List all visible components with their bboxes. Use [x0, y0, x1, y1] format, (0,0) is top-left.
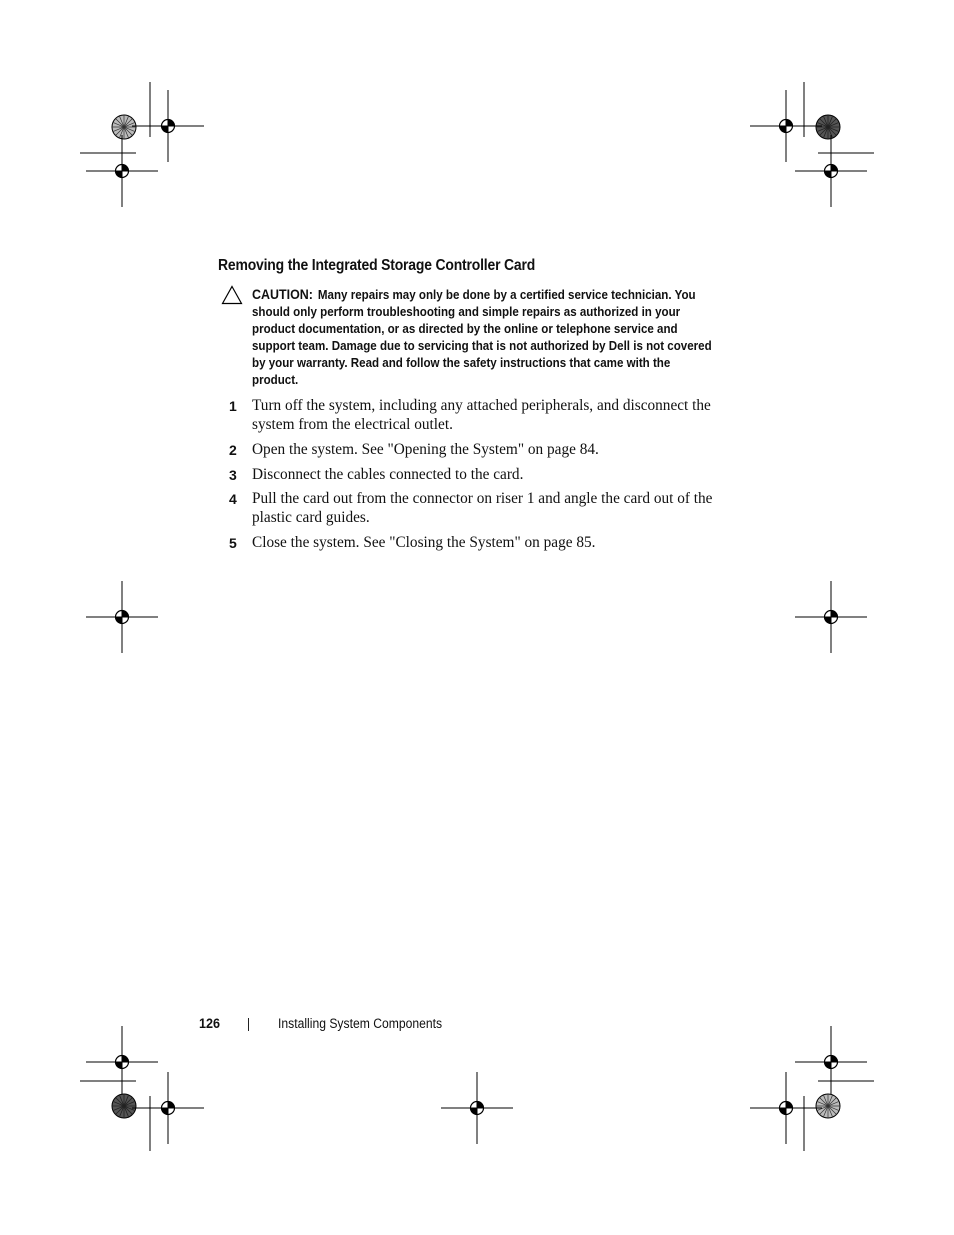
footer-separator [248, 1018, 249, 1031]
page-number: 126 [199, 1015, 221, 1031]
step-text: Disconnect the cables connected to the card. [252, 466, 524, 483]
caution-triangle-icon [221, 285, 243, 305]
step-number: 5 [229, 535, 237, 551]
caution-text: Many repairs may only be done by a certified service technician. You should only perform troubleshooting and simple repairs as authorized in your product documentation, or as directed by the online or telephone service and support team. Damage due to servicing that is not authorized by Dell is not covered by your warranty. Read and follow the safety instructions that came with the product. [252, 287, 712, 387]
step-text: Pull the card out from the connector on riser 1 and angle the card out of the plastic card guides. [252, 490, 713, 526]
step-text: Close the system. See "Closing the System" on page 85. [252, 534, 596, 551]
step-text: Turn off the system, including any attached peripherals, and disconnect the system from the electrical outlet. [252, 397, 711, 433]
footer-chapter-title: Installing System Components [278, 1016, 443, 1031]
step-number: 3 [229, 467, 237, 483]
step-number: 2 [229, 442, 237, 458]
step-text: Open the system. See "Opening the System" on page 84. [252, 441, 599, 458]
step-number: 1 [229, 398, 237, 414]
caution-notice [252, 286, 715, 388]
section-heading: Removing the Integrated Storage Controller Card [218, 257, 536, 274]
step-number: 4 [229, 491, 237, 507]
caution-label: CAUTION: [252, 286, 313, 302]
